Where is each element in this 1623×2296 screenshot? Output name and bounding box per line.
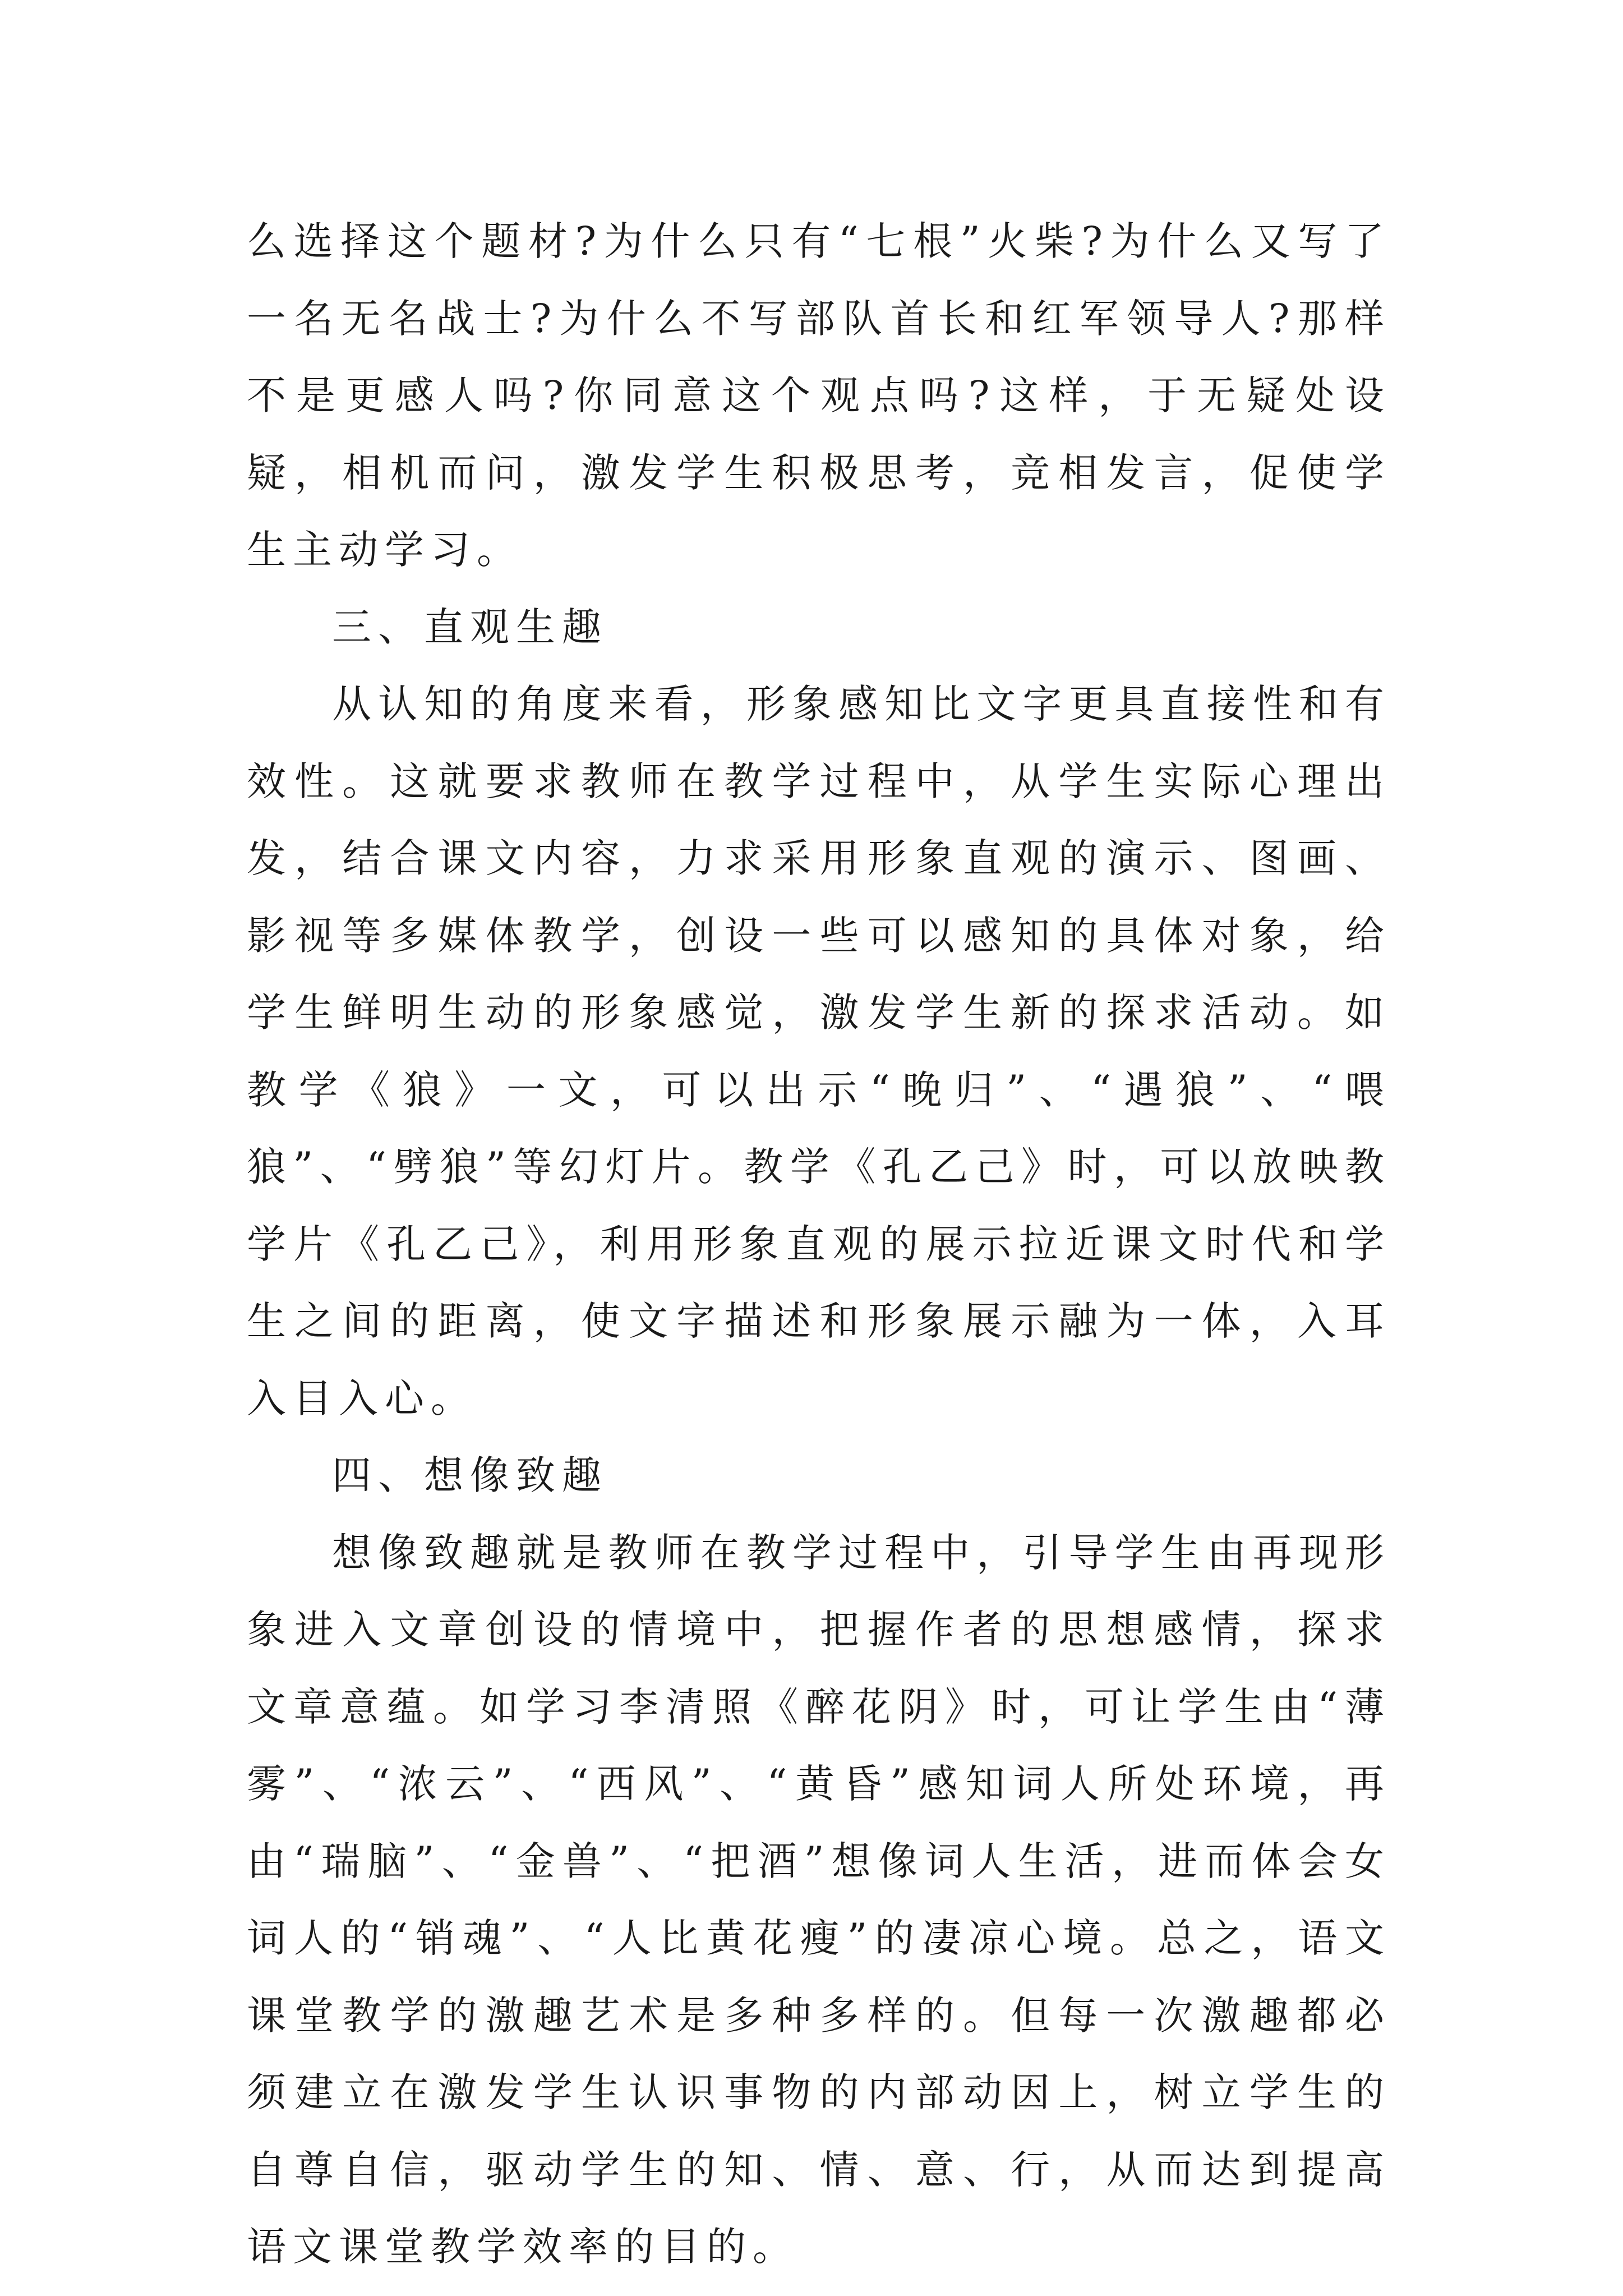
- section-heading-3: 三、直观生趣: [332, 604, 608, 650]
- paragraph-questions: 么选择这个题材?为什么只有“七根”火柴?为什么又写了一名无名战士?为什么不写部队首长和红军领导人?那样不是更感人吗?你同意这个观点吗?这样，于无疑处设疑，相机而问，激发学生积极思考，竞相发言，促使学生主动学习。: [247, 218, 1391, 573]
- paragraph-imagination-interest: 想像致趣就是教师在教学过程中，引导学生由再现形象进入文章创设的情境中，把握作者的思想感情，探求文章意蕴。如学习李清照《醉花阴》时，可让学生由“薄雾”、“浓云”、“西风”、“黄昏”感知词人所处环境，再由“瑞脑”、“金兽”、“把酒”想像词人生活，进而体会女词人的“销魂”、“人比黄花瘦”的凄凉心境。总之，语文课堂教学的激趣艺术是多种多样的。但每一次激趣都必须建立在激发学生认识事物的内部动因上，树立学生的自尊自信，驱动学生的知、情、意、行，从而达到提高语文课堂教学效率的目的。: [247, 1529, 1391, 2270]
- document-body: [247, 203, 1391, 2286]
- paragraph-intuitive-interest: 从认知的角度来看，形象感知比文字更具直接性和有效性。这就要求教师在教学过程中，从学生实际心理出发，结合课文内容，力求采用形象直观的演示、图画、影视等多媒体教学，创设一些可以感知的具体对象，给学生鲜明生动的形象感觉，激发学生新的探求活动。如教学《狼》一文，可以出示“晚归”、“遇狼”、“喂狼”、“劈狼”等幻灯片。教学《孔乙己》时，可以放映教学片《孔乙己》，利用形象直观的展示拉近课文时代和学生之间的距离，使文字描述和形象展示融为一体，入耳入目入心。: [247, 681, 1391, 1421]
- section-heading-4: 四、想像致趣: [332, 1452, 608, 1498]
